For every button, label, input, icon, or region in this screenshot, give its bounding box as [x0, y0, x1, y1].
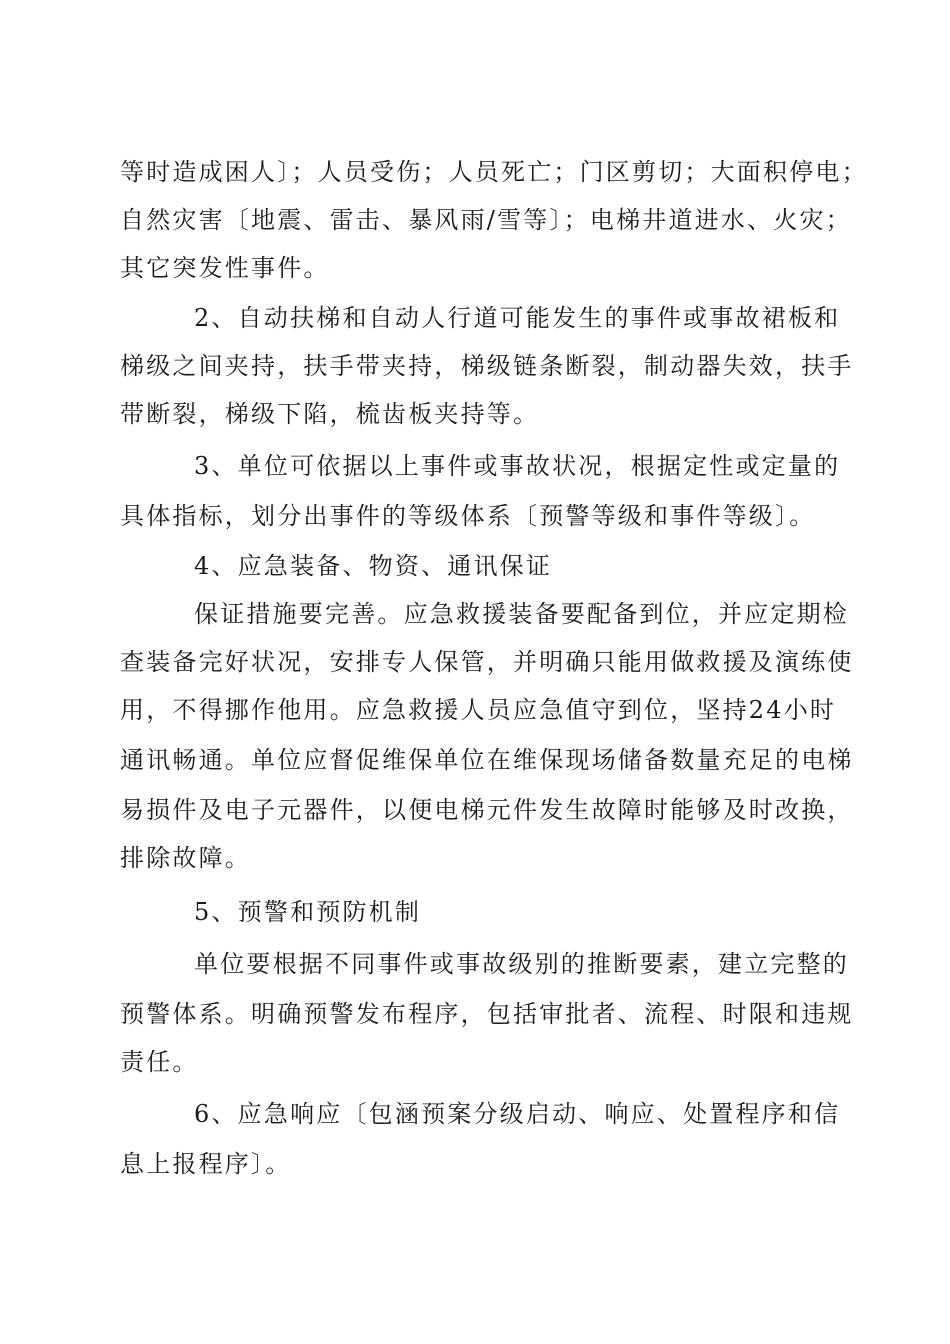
text-line-4: 2、自动扶梯和自动人行道可能发生的事件或事故裙板和 [194, 304, 841, 332]
text-line-17: 单位要根据不同事件或事故级别的推断要素，建立完整的 [194, 950, 849, 978]
text-line-10: 保证措施要完善。应急救援装备要配备到位，并应定期检 [194, 600, 849, 628]
text-line-12: 用，不得挪作他用。应急救援人员应急值守到位，坚持24小时 [120, 696, 837, 724]
text-line-6: 带断裂，梯级下陷，梳齿板夹持等。 [120, 400, 540, 428]
section-heading-4: 4、应急装备、物资、通讯保证 [194, 552, 553, 580]
text-line-18: 预警体系。明确预警发布程序，包括审批者、流程、时限和违规 [120, 1000, 854, 1028]
text-line-21: 息上报程序〕。 [120, 1150, 292, 1178]
text-line-11: 查装备完好状况，安排专人保管，并明确只能用做救援及演练使 [120, 648, 854, 676]
text-line-8: 具体指标，划分出事件的等级体系〔预警等级和事件等级〕。 [120, 502, 816, 530]
section-heading-5: 5、预警和预防机制 [194, 898, 422, 926]
text-line-19: 责任。 [120, 1048, 199, 1076]
text-line-13: 通讯畅通。单位应督促维保单位在维保现场储备数量充足的电梯 [120, 746, 854, 774]
text-line-14: 易损件及电子元器件，以便电梯元件发生故障时能够及时改换， [120, 796, 854, 824]
text-line-3: 其它突发性事件。 [120, 254, 330, 282]
section-heading-6: 6、应急响应〔包涵预案分级启动、响应、处置程序和信 [194, 1100, 841, 1128]
text-line-2: 自然灾害〔地震、雷击、暴风雨/雪等〕；电梯井道进水、火灾； [120, 206, 852, 234]
text-line-5: 梯级之间夹持，扶手带夹持，梯级链条断裂，制动器失效，扶手 [120, 352, 854, 380]
text-line-1: 等时造成困人〕；人员受伤；人员死亡；门区剪切；大面积停电； [120, 158, 868, 186]
text-line-7: 3、单位可依据以上事件或事故状况，根据定性或定量的 [194, 452, 841, 480]
text-line-15: 排除故障。 [120, 844, 251, 872]
